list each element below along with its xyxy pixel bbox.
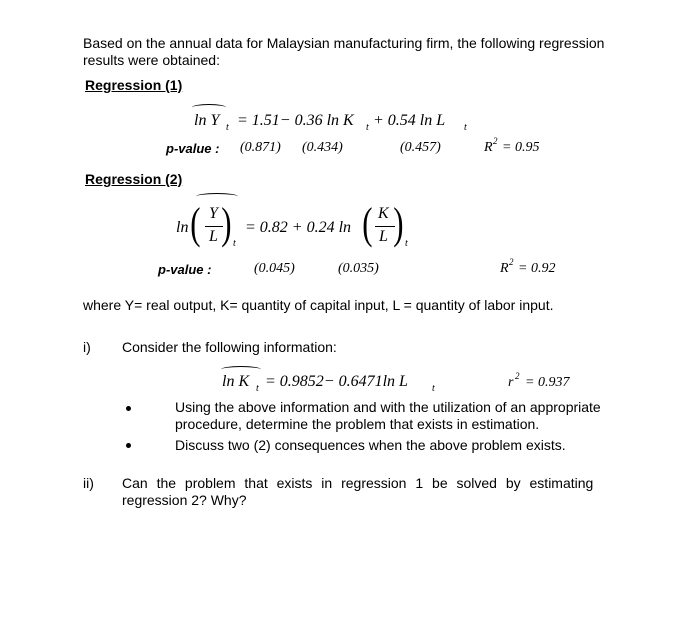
reg1-r2-exponent: 2 bbox=[493, 136, 498, 146]
bullet-2 bbox=[126, 443, 131, 448]
q1-r2-label: r bbox=[508, 375, 514, 390]
reg2-r2-value: = 0.92 bbox=[518, 261, 556, 276]
reg1-lhs: ln Y bbox=[194, 112, 220, 129]
bullet-1 bbox=[126, 406, 131, 411]
reg1-r2-label: R bbox=[484, 140, 493, 155]
reg1-pvalue-2: (0.434) bbox=[302, 140, 343, 155]
reg1-pvalue-label: p-value : bbox=[166, 141, 220, 156]
question-1-number: i) bbox=[83, 339, 91, 355]
reg1-r2-value: = 0.95 bbox=[502, 140, 540, 155]
reg2-y-numerator: Y bbox=[209, 205, 218, 222]
q1-r2-value: = 0.937 bbox=[525, 375, 570, 390]
right-paren: ) bbox=[221, 199, 232, 248]
left-paren: ( bbox=[190, 199, 201, 248]
q1-eq-rhs: = 0.9852− 0.6471ln L bbox=[265, 373, 408, 390]
q1-eq-subscript: t bbox=[256, 383, 259, 394]
reg1-pvalue-3: (0.457) bbox=[400, 140, 441, 155]
reg2-pvalue-1: (0.045) bbox=[254, 261, 295, 276]
reg2-k-numerator: K bbox=[378, 205, 389, 222]
reg2-pvalue-2: (0.035) bbox=[338, 261, 379, 276]
intro-line-1: Based on the annual data for Malaysian manufacturing firm, the following regression bbox=[83, 35, 605, 51]
reg2-pvalue-label: p-value : bbox=[158, 262, 212, 277]
reg1-k-subscript: t bbox=[366, 122, 369, 133]
reg2-ln-left: ln bbox=[176, 219, 189, 236]
reg2-rhs-subscript: t bbox=[405, 238, 408, 249]
fraction-bar bbox=[375, 226, 395, 227]
bullet-2-text: Discuss two (2) consequences when the above problem exists. bbox=[175, 437, 566, 453]
reg1-pvalue-1: (0.871) bbox=[240, 140, 281, 155]
left-paren: ( bbox=[362, 199, 373, 248]
q1-r2-exponent: 2 bbox=[515, 371, 520, 381]
reg2-r2-label: R bbox=[500, 261, 509, 276]
q1-eq-lhs: ln K bbox=[222, 373, 250, 390]
reg2-l-denominator: L bbox=[209, 228, 218, 245]
reg1-eq-part2: + 0.54 ln L bbox=[373, 112, 446, 129]
hat-mark bbox=[192, 104, 226, 111]
reg2-eq-mid: = 0.82 + 0.24 ln bbox=[245, 219, 352, 236]
reg1-eq-part1: = 1.51− 0.36 ln K bbox=[237, 112, 354, 129]
bullet-1-line-1: Using the above information and with the utilization of an appropriate bbox=[175, 399, 601, 415]
intro-line-2: results were obtained: bbox=[83, 52, 220, 68]
question-1-text: Consider the following information: bbox=[122, 339, 337, 355]
question-2-number: ii) bbox=[83, 475, 94, 491]
question-2-line-2: regression 2? Why? bbox=[122, 492, 247, 508]
question-2-line-1: Can the problem that exists in regression 1 be solved by estimating bbox=[122, 475, 594, 491]
right-paren: ) bbox=[393, 199, 404, 248]
reg1-l-subscript: t bbox=[464, 122, 467, 133]
reg2-r2-exponent: 2 bbox=[509, 257, 514, 267]
reg2-lhs-subscript: t bbox=[233, 238, 236, 249]
bullet-1-line-2: procedure, determine the problem that exists in estimation. bbox=[175, 416, 540, 432]
q1-eq-l-subscript: t bbox=[432, 383, 435, 394]
hat-mark bbox=[221, 366, 261, 373]
hat-mark bbox=[196, 193, 238, 200]
regression-2-heading: Regression (2) bbox=[85, 171, 183, 187]
reg2-l-denominator-2: L bbox=[379, 228, 388, 245]
variable-definitions: where Y= real output, K= quantity of capital input, L = quantity of labor input. bbox=[83, 297, 554, 313]
reg1-lhs-subscript: t bbox=[226, 122, 229, 133]
regression-1-heading: Regression (1) bbox=[85, 77, 183, 93]
